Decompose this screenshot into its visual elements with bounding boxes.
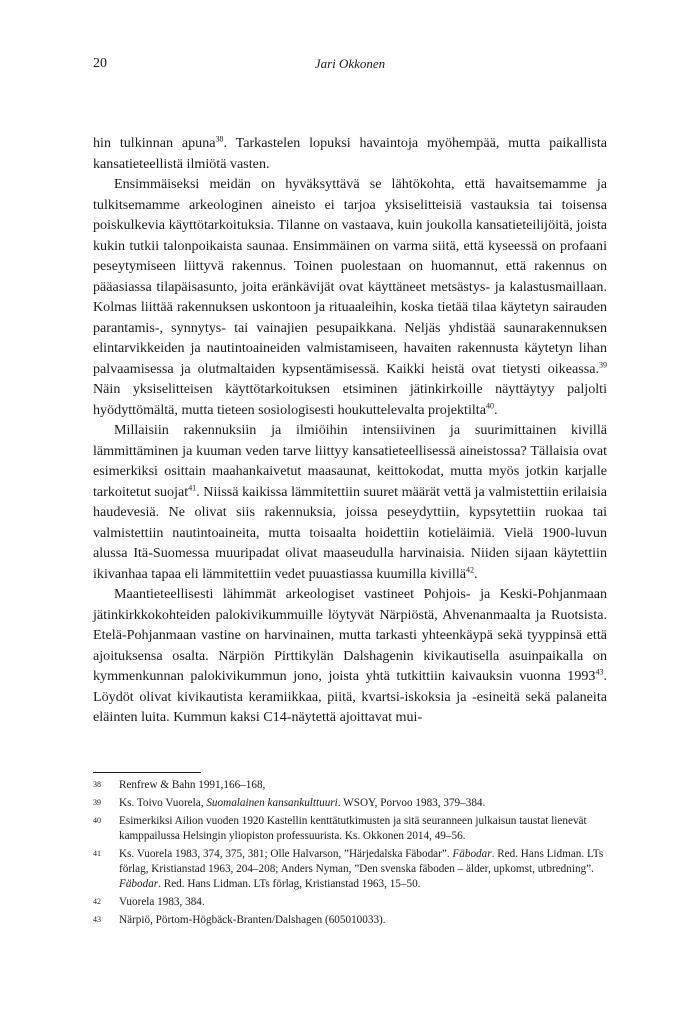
text-run: . Tarkastelen lopuksi havaintoja myöhempää, mutta paikallista kansatieteellistä ilmiötä vasten. [93,135,607,172]
footnote-number: 43 [93,915,101,924]
footnote-reference: 42 [466,564,474,574]
footnote-reference: 39 [599,359,607,369]
text-run: . [493,401,498,418]
text-run: Vuorela 1983, 384. [119,896,205,908]
text-run: Ks. Toivo Vuorela, [119,797,207,809]
text-run: Närpiö, Pörtom-Högbäck-Branten/Dalshagen (605010033). [119,914,386,926]
italic-title: Fäbodar [119,878,159,890]
text-run: Ks. Vuorela 1983, 374, 375, 381; Olle Halvarson, ”Härjedalska Fäbodar”. [119,848,453,860]
footnote-reference: 41 [188,482,197,492]
footnote-number: 40 [93,816,101,825]
footnote [93,895,607,910]
text-run: . [474,565,478,582]
text-run: Ensimmäiseksi meidän on hyväksyttävä se lähtökohta, että havaitsemamme ja tulkitsemamme arkeologinen aineisto ei tarjoa yksiselitteisiä vastauksia tai toisensa poiskulkevia käyttötarkoituksia. Tilanne on vastaava, kuin joukolla kansatieteilijöitä, joista kukin tutkii talonpoikaista saunaa. Ensimmäinen on varma siitä, että kyseessä on profaani peseytymiseen liittyvä rakennus. Toinen puolestaan on huomannut, että rakennus on pääasiassa tilapäisasunto, joita eränkävijät ovat käyttäneet metsästys- ja kalastusmaillaan. Kolmas liittää rakennuksen uskontoon ja rituaaleihin, koska tietää tilaa käytetyn sairauden parantamis-, synnytys- tai vainajien pesupaikkana. Neljäs yhdistää saunarakennuksen elintarvikkeiden ja nautintoaineiden valmistamiseen, havaiten rakennusta käytetyn lihan palvaamisessa ja olutmaltaiden kypsentämisessä. Kaikki heistä ovat tietysti oikeassa. [93,176,607,377]
footnote-reference: 40 [485,400,494,410]
page-number: 20 [93,56,107,71]
footnote [93,814,607,844]
text-run: Näin yksiselitteisen käyttötarkoituksen etsiminen jätinkirkoille näyttäytyy paljolti hyödyttömältä, mutta tieteen sosiologisesti houkuttelevalta projektilta [93,381,607,418]
text-run: Maantieteellisesti lähimmät arkeologiset vastineet Pohjois- ja Keski-Pohjanmaan jätinkirkkokohteiden palokivikummuille löytyvät Närpiöstä, Ahvenanmaalta ja Ruotsista. Etelä-Pohjanmaan vastine on harvinainen, mutta tarkasti yhteenkäypä sekä tyyppinsä että ajoituksensa osalta. Närpiön Pirttikylän Dalshagenin kivikautisella asuinpaikalla on kymmenkunnan palokivikummun jono, joista yhtä tutkittiin kaivauksin vuonna 1993 [93,586,607,684]
footnote [93,796,607,811]
text-run: Millaisiin rakennuksiin ja ilmiöihin intensiivinen ja suurimittainen kivillä lämmittäminen ja kuuman veden tarve liittyy kansatieteellisessä aineistossa? Tällaisia ovat esimerkiksi osittain maahankaivetut maasaunat, keittokodat, mutta myös jotkin karjalle tarkoitetut suojat [93,422,607,500]
text-run: Esimerkiksi Ailion vuoden 1920 Kastellin kenttätutkimusten ja sitä seuranneen julkaisun taustat lienevät kamppailussa Helsingin yliopiston professuurista. Ks. Okkonen 2014, 49–56. [119,815,587,842]
text-run: Renfrew & Bahn 1991,166–168, [119,779,266,791]
body-text [93,133,607,728]
paragraph [93,174,607,420]
footnote [93,778,607,793]
footnote-rule [93,772,201,773]
footnote [93,913,607,928]
paragraph [93,584,607,728]
text-run: . Löydöt olivat kivikautista keramiikkaa, piitä, kvartsi-iskoksia ja -esineitä sekä palaneita eläinten luita. Kummun kaksi C14-näytettä ajoittavat mui- [93,668,607,725]
text-run: . WSOY, Porvoo 1983, 379–384. [337,797,486,809]
footnote-reference: 38 [215,134,224,144]
footnote [93,847,607,892]
italic-title: Fäbodar [452,848,492,860]
italic-title: Suomalainen kansankulttuuri [206,797,338,809]
footnote-number: 41 [93,849,101,858]
footnote-number: 38 [93,780,101,789]
footnote-number: 42 [93,897,101,906]
text-run: hin tulkinnan apuna [93,135,216,151]
footnote-reference: 43 [595,667,604,677]
text-run: . Red. Hans Lidman. LTs förlag, Kristianstad 1963, 204–208; Anders Nyman, ”Den svenska fäboden – älder, upkomst, utbredning”. [119,848,604,875]
text-run: . Red. Hans Lidman. LTs förlag, Kristianstad 1963, 15–50. [158,878,421,890]
running-head: Jari Okkonen [314,56,386,71]
footnotes [93,778,607,931]
text-run: . Niissä kaikissa lämmitettiin suuret määrät vettä ja valmistettiin erilaisia haudevesiä. Ne olivat siis rakennuksia, joissa peseydyttiin, kypsytettiin ruokaa tai valmistettiin nautintoaineita, mutta toisaalta hoidettiin kotieläimiä. Vielä 1900-luvun alussa Itä-Suomessa muuripadat olivat maaseudulla harvinaisia. Niiden sijaan käytettiin ikivanhaa tapaa eli lämmitettiin vedet puuastiassa kuumilla kivillä [93,483,607,582]
paragraph [93,133,607,174]
paragraph [93,420,607,584]
footnote-number: 39 [93,798,101,807]
page-header [93,56,607,76]
